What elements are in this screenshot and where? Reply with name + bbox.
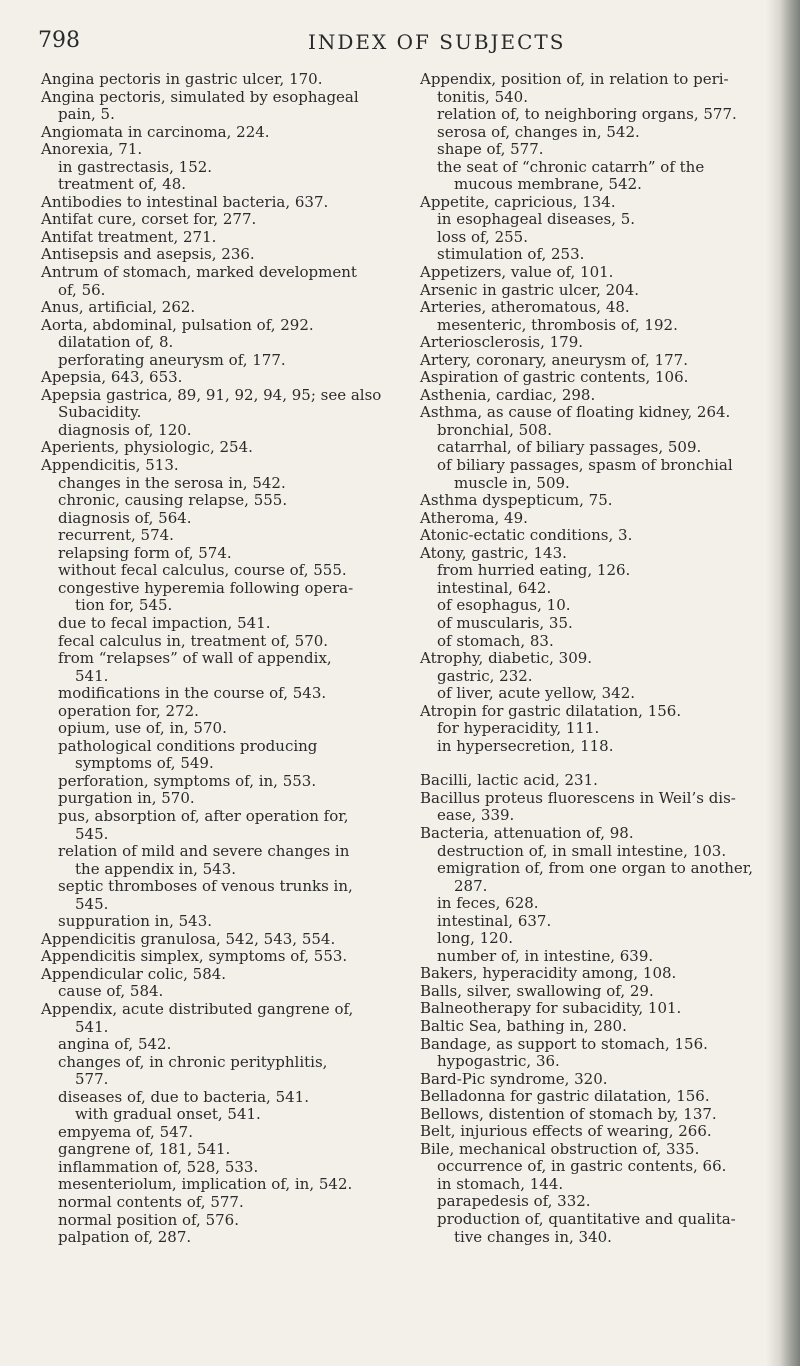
index-subentry: operation for, 272. [58,701,199,720]
index-entry: Asthma, as cause of floating kidney, 264. [420,403,731,422]
index-entry: Atropin for gastric dilatation, 156. [420,701,682,720]
index-column-right [420,71,765,1246]
index-subentry: muscle in, 509. [454,473,570,492]
index-subentry: tonitis, 540. [437,87,528,106]
index-subentry: mesenteric, thrombosis of, 192. [437,315,678,334]
index-subentry: angina of, 542. [58,1035,172,1054]
index-subentry: ease, 339. [437,806,515,825]
index-subentry: suppuration in, 543. [58,912,213,931]
index-entry: Asthma dyspepticum, 75. [420,491,613,510]
index-subentry: relapsing form of, 574. [58,543,232,562]
index-subentry: of esophagus, 10. [437,596,571,615]
index-subentry: in gastrectasis, 152. [58,157,213,176]
index-entry: Arteriosclerosis, 179. [420,333,584,352]
index-subentry: tion for, 545. [75,596,173,615]
index-subentry: in esophageal diseases, 5. [437,210,636,229]
index-subentry: diagnosis of, 120. [58,420,192,439]
index-subentry: of liver, acute yellow, 342. [437,684,636,703]
index-entry: Antifat cure, corset for, 277. [41,210,257,229]
index-subentry: intestinal, 637. [437,911,552,930]
page-header [38,28,758,58]
index-subentry: 541. [75,666,109,685]
index-subentry: relation of, to neighboring organs, 577. [437,105,737,124]
index-entry: Balneotherapy for subacidity, 101. [420,999,682,1018]
index-subentry: inflammation of, 528, 533. [58,1157,259,1176]
index-subentry: mucous membrane, 542. [454,175,642,194]
section-gap [420,755,765,772]
index-subentry: long, 120. [437,929,514,948]
index-subentry: of biliary passages, spasm of bronchial [437,456,733,475]
index-subentry: catarrhal, of biliary passages, 509. [437,438,702,457]
index-entry: Appetizers, value of, 101. [420,263,614,282]
index-subentry: for hyperacidity, 111. [437,719,600,738]
index-entry: Antifat treatment, 271. [41,227,217,246]
index-subentry: 545. [75,894,109,913]
index-subentry: the seat of “chronic catarrh” of the [437,157,705,176]
index-subentry: fecal calculus in, treatment of, 570. [58,631,329,650]
index-subentry: modifications in the course of, 543. [58,684,327,703]
index-subentry: pain, 5. [58,105,115,124]
index-subentry: destruction of, in small intestine, 103. [437,841,727,860]
index-subentry: loss of, 255. [437,227,528,246]
index-subentry: relation of mild and severe changes in [58,842,350,861]
index-subentry: 287. [454,876,488,895]
index-entry: Angina pectoris in gastric ulcer, 170. [41,70,323,88]
index-entry: Bandage, as support to stomach, 156. [420,1034,708,1053]
index-subentry: number of, in intestine, 639. [437,946,654,965]
index-subentry: purgation in, 570. [58,789,195,808]
index-subentry: of muscularis, 35. [437,613,573,632]
index-subentry: pus, absorption of, after operation for, [58,806,349,825]
index-entry: Appendicitis, 513. [41,456,179,475]
index-entry: Atonic-ectatic conditions, 3. [420,526,633,545]
index-subentry: recurrent, 574. [58,526,174,545]
index-subentry: the appendix in, 543. [75,859,237,878]
index-subentry: parapedesis of, 332. [437,1192,591,1211]
index-entry: Appetite, capricious, 134. [420,192,616,211]
index-entry: Balls, silver, swallowing of, 29. [420,981,654,1000]
index-subentry: empyema of, 547. [58,1122,193,1141]
index-entry: Asthenia, cardiac, 298. [420,385,596,404]
index-subentry: from “relapses” of wall of appendix, [58,649,332,668]
index-entry: Angiomata in carcinoma, 224. [41,122,270,141]
index-entry: Apepsia gastrica, 89, 91, 92, 94, 95; see also [41,385,382,404]
index-entry: Antibodies to intestinal bacteria, 637. [41,192,329,211]
index-entry: Bard-Pic syndrome, 320. [420,1069,608,1088]
index-entry: Appendix, acute distributed gangrene of, [41,999,354,1018]
index-subentry: diagnosis of, 564. [58,508,192,527]
index-entry: Arteries, atheromatous, 48. [420,298,630,317]
page-number: 798 [38,28,80,53]
index-entry: Aorta, abdominal, pulsation of, 292. [41,315,314,334]
index-subentry: production of, quantitative and qualita- [437,1210,736,1228]
index-entry: Aspiration of gastric contents, 106. [420,368,689,387]
index-subentry: gastric, 232. [437,666,533,685]
index-entry: Bacteria, attenuation of, 98. [420,823,634,842]
index-subentry: normal contents of, 577. [58,1193,244,1211]
index-subentry: diseases of, due to bacteria, 541. [58,1087,309,1106]
index-entry: Appendicular colic, 584. [41,964,227,983]
running-head-title: INDEX OF SUBJECTS [308,30,566,54]
index-entry: Appendicitis simplex, symptoms of, 553. [41,947,348,966]
index-subentry: normal position of, 576. [58,1210,239,1229]
page-edge-shadow [766,0,800,1366]
index-subentry: changes of, in chronic perityphlitis, [58,1052,328,1071]
index-entry: Bacillus proteus fluorescens in Weil’s dis- [420,788,736,807]
index-entry: Arsenic in gastric ulcer, 204. [420,280,640,299]
index-subentry: shape of, 577. [437,140,544,159]
index-subentry: opium, use of, in, 570. [58,719,227,738]
index-entry: Bile, mechanical obstruction of, 335. [420,1139,700,1158]
index-subentry: of, 56. [58,280,106,299]
index-subentry: in stomach, 144. [437,1174,564,1193]
index-entry: Aperients, physiologic, 254. [41,438,253,457]
index-subentry: congestive hyperemia following opera- [58,578,354,597]
index-entry: Atrophy, diabetic, 309. [420,649,593,668]
index-subentry: bronchial, 508. [437,420,552,439]
index-subentry: cause of, 584. [58,982,164,1001]
index-subentry: treatment of, 48. [58,175,187,194]
index-subentry: 541. [75,1017,109,1036]
index-subentry: changes in the serosa in, 542. [58,473,286,492]
index-entry: Antrum of stomach, marked development [41,263,357,282]
index-subentry: palpation of, 287. [58,1228,192,1247]
index-entry: Appendix, position of, in relation to peri- [420,70,729,88]
index-subentry: intestinal, 642. [437,578,552,597]
index-subentry: emigration of, from one organ to another, [437,859,754,878]
index-subentry: perforating aneurysm of, 177. [58,350,286,369]
index-subentry: gangrene of, 181, 541. [58,1140,231,1159]
index-entry: Atheroma, 49. [420,508,528,527]
index-subentry: of stomach, 83. [437,631,554,650]
index-entry: Bacilli, lactic acid, 231. [420,771,598,790]
index-entry: Bellows, distention of stomach by, 137. [420,1104,717,1123]
index-subentry: hypogastric, 36. [437,1052,560,1071]
index-subentry: tive changes in, 340. [454,1227,612,1246]
index-subentry: without fecal calculus, course of, 555. [58,561,347,580]
index-subentry: from hurried eating, 126. [437,561,631,580]
index-entry: Belt, injurious effects of wearing, 266. [420,1122,712,1141]
index-entry: Antisepsis and asepsis, 236. [41,245,255,264]
index-entry: Baltic Sea, bathing in, 280. [420,1016,627,1035]
index-entry: Belladonna for gastric dilatation, 156. [420,1087,710,1106]
index-entry: Atony, gastric, 143. [420,543,567,562]
index-subentry: symptoms of, 549. [75,754,214,773]
index-column-left [41,71,386,1247]
index-entry: Anorexia, 71. [41,140,143,159]
index-subentry: serosa of, changes in, 542. [437,122,640,141]
index-subentry: in hypersecretion, 118. [437,736,614,755]
index-entry: Angina pectoris, simulated by esophageal [41,87,359,106]
index-subentry: mesenteriolum, implication of, in, 542. [58,1175,353,1194]
index-entry: Anus, artificial, 262. [41,298,196,317]
index-subentry: perforation, symptoms of, in, 553. [58,771,317,790]
index-entry: Apepsia, 643, 653. [41,368,183,387]
index-subentry: pathological conditions producing [58,736,318,755]
index-subentry: chronic, causing relapse, 555. [58,491,288,510]
index-entry: Bakers, hyperacidity among, 108. [420,964,677,983]
index-subentry: 577. [75,1070,109,1089]
index-subentry: due to fecal impaction, 541. [58,613,271,632]
index-subentry: occurrence of, in gastric contents, 66. [437,1157,727,1176]
index-subentry: in feces, 628. [437,894,539,913]
index-subentry: dilatation of, 8. [58,333,174,352]
index-entry: Artery, coronary, aneurysm of, 177. [420,350,688,369]
index-subentry: 545. [75,824,109,843]
index-subentry: septic thromboses of venous trunks in, [58,877,353,896]
index-subentry: stimulation of, 253. [437,245,585,264]
index-entry: Appendicitis granulosa, 542, 543, 554. [41,929,336,948]
index-subentry: Subacidity. [58,403,142,422]
index-subentry: with gradual onset, 541. [75,1105,261,1124]
